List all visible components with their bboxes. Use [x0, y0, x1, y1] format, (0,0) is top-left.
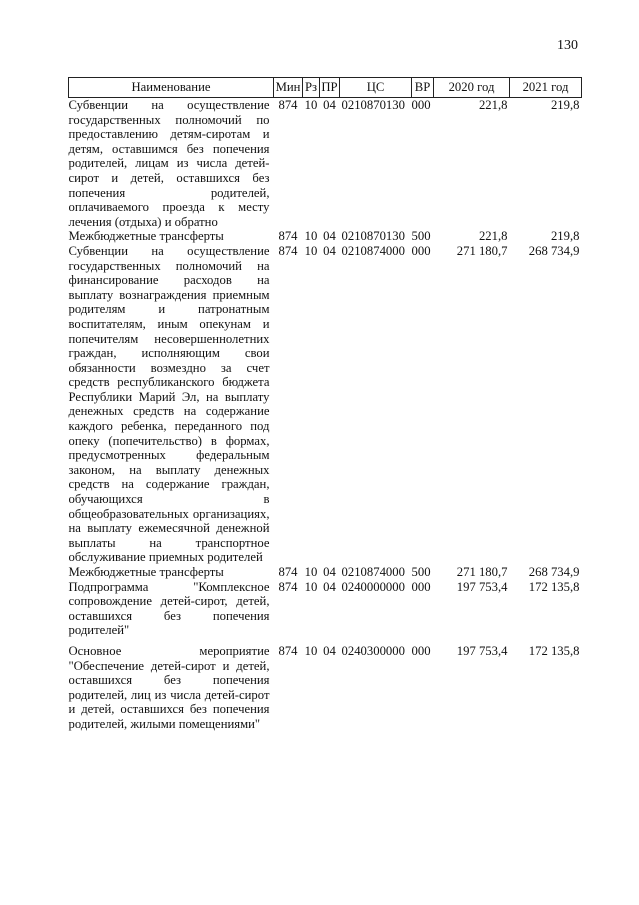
row-vr: 000 [411, 243, 431, 258]
row-2020: 197 753,4 [456, 579, 508, 594]
row-rz: 10 [304, 565, 318, 579]
row-2020: 271 180,7 [456, 565, 508, 579]
table-row [69, 644, 582, 732]
table-row [69, 98, 582, 230]
row-name: Подпрограмма "Комплексное сопровождение детей-сирот, детей, оставшихся без попечения родителей" [68, 579, 270, 638]
row-min: 874 [278, 98, 298, 112]
header-rz: Рз [303, 78, 320, 98]
row-2021: 172 135,8 [528, 643, 580, 658]
row-vr: 000 [411, 579, 431, 594]
row-name: Субвенции на осуществление государственных полномочий на финансирование расходов на выплату вознаграждения приемным родителям и патронатным воспитателям, иным опекунам и попечителям несовершеннолетних граждан, исполняющим свои обязанности возмездно за счет средств республиканского бюджета Республики Марий Эл, на выплату денежных средств на содержание каждого ребенка, переданного под опеку (попечительство) в формах, предусмотренных федеральным законом, на выплату денежных средств на содержание граждан, обучающихся в общеобразовательных организациях, на выплату ежемесячной денежной выплаты на транспортное обслуживание приемных родителей [68, 243, 270, 565]
row-cs: 0210874000 [341, 243, 405, 258]
row-cs: 0240300000 [341, 643, 405, 658]
row-name: Межбюджетные трансферты [68, 229, 224, 244]
row-2020: 271 180,7 [456, 243, 508, 258]
header-pr: ПР [320, 78, 340, 98]
row-min: 874 [278, 565, 298, 579]
budget-table [68, 77, 582, 732]
header-2020: 2020 год [434, 78, 510, 98]
row-pr: 04 [323, 565, 336, 579]
row-2021: 268 734,9 [528, 243, 580, 258]
row-vr: 500 [411, 229, 431, 244]
page-number: 130 [557, 38, 578, 53]
header-min: Мин [274, 78, 303, 98]
row-rz: 10 [304, 229, 318, 244]
row-cs: 0210870130 [341, 229, 405, 244]
row-pr: 04 [323, 243, 336, 258]
row-rz: 10 [304, 643, 318, 658]
header-2021: 2021 год [510, 78, 582, 98]
table-row [69, 580, 582, 644]
row-rz: 10 [304, 243, 318, 258]
row-cs: 0210874000 [341, 565, 405, 579]
row-2020: 221,8 [478, 229, 508, 244]
row-rz: 10 [304, 579, 318, 594]
row-min: 874 [278, 579, 298, 594]
row-vr: 000 [411, 98, 431, 112]
row-pr: 04 [323, 229, 336, 244]
header-cs: ЦС [340, 78, 412, 98]
row-2021: 219,8 [550, 229, 580, 244]
row-2021: 268 734,9 [528, 565, 580, 579]
row-2021: 219,8 [550, 98, 580, 112]
header-name: Наименование [69, 78, 274, 98]
row-name: Субвенции на осуществление государственных полномочий по предоставлению детям-сиротам и детям, оставшимся без попечения родителей, лицам из числа детей-сирот и детей, оставшихся без попечения родителей, оплачиваемого проезда к месту лечения (отдыха) и обратно [68, 98, 270, 229]
row-2021: 172 135,8 [528, 579, 580, 594]
row-name: Межбюджетные трансферты [68, 565, 224, 579]
row-rz: 10 [304, 98, 318, 112]
row-name: Основное мероприятие "Обеспечение детей-сирот и детей, оставшихся без попечения родителей, лиц из числа детей-сирот и детей, оставшихся без попечения родителей, жилыми помещениями" [68, 643, 270, 731]
row-min: 874 [278, 243, 298, 258]
row-min: 874 [278, 643, 298, 658]
table-row [69, 229, 582, 244]
table-header-row [69, 78, 582, 98]
row-pr: 04 [323, 98, 336, 112]
row-min: 874 [278, 229, 298, 244]
header-vr: ВР [412, 78, 434, 98]
row-cs: 0210870130 [341, 98, 405, 112]
row-2020: 221,8 [478, 98, 508, 112]
table-row [69, 244, 582, 565]
row-2020: 197 753,4 [456, 643, 508, 658]
row-cs: 0240000000 [341, 579, 405, 594]
row-pr: 04 [323, 643, 336, 658]
table-row [69, 565, 582, 580]
row-vr: 500 [411, 565, 431, 579]
row-pr: 04 [323, 579, 336, 594]
row-vr: 000 [411, 643, 431, 658]
